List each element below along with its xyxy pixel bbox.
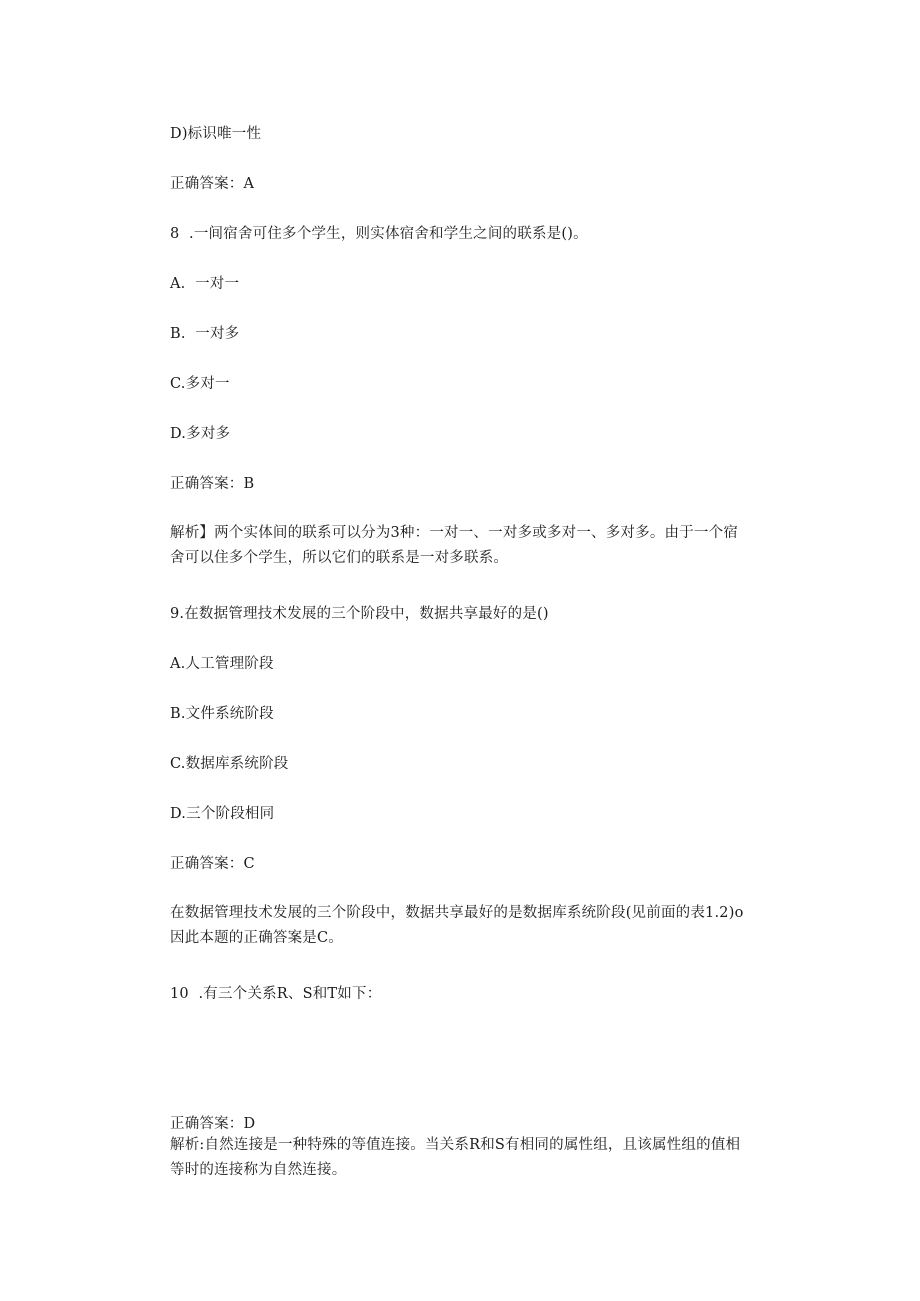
q9-answer: 正确答案：C — [170, 856, 255, 872]
q9-option-a: A.人工管理阶段 — [170, 656, 274, 672]
q8-explanation-line1: 解析】两个实体间的联系可以分为3种：一对一、一对多或多对一、多对多。由于一个宿 — [170, 525, 739, 541]
q9-option-c: C.数据库系统阶段 — [170, 756, 289, 772]
q9-question: 9.在数据管理技术发展的三个阶段中，数据共享最好的是() — [170, 606, 549, 622]
q10-answer: 正确答案：D — [170, 1116, 256, 1132]
q8-explanation — [170, 521, 785, 571]
q8-question: 8 .一间宿舍可住多个学生，则实体宿舍和学生之间的联系是()。 — [170, 226, 588, 242]
q9-option-b: B.文件系统阶段 — [170, 706, 274, 722]
q7-option-d: D)标识唯一性 — [170, 126, 262, 142]
q9-explanation — [170, 901, 785, 951]
q9-explanation-line2: 因此本题的正确答案是C。 — [170, 930, 343, 946]
q9-explanation-line1: 在数据管理技术发展的三个阶段中，数据共享最好的是数据库系统阶段(见前面的表1.2)o — [170, 905, 744, 921]
q8-answer: 正确答案：B — [170, 476, 255, 492]
q10-explanation-line2: 等时的连接称为自然连接。 — [170, 1162, 347, 1178]
q10-explanation — [170, 1133, 785, 1183]
q8-option-d: D.多对多 — [170, 426, 231, 442]
q8-explanation-line2: 舍可以住多个学生，所以它们的联系是一对多联系。 — [170, 550, 509, 566]
q8-option-a: A. 一对一 — [170, 276, 240, 292]
q8-option-b: B. 一对多 — [170, 326, 240, 342]
q7-answer: 正确答案：A — [170, 176, 255, 192]
q9-option-d: D.三个阶段相同 — [170, 806, 275, 822]
q10-explanation-line1: 解析:自然连接是一种特殊的等值连接。当关系R和S有相同的属性组，且该属性组的值相 — [170, 1137, 741, 1153]
q10-question: 10 .有三个关系R、S和T如下： — [170, 986, 382, 1002]
q8-option-c: C.多对一 — [170, 376, 230, 392]
